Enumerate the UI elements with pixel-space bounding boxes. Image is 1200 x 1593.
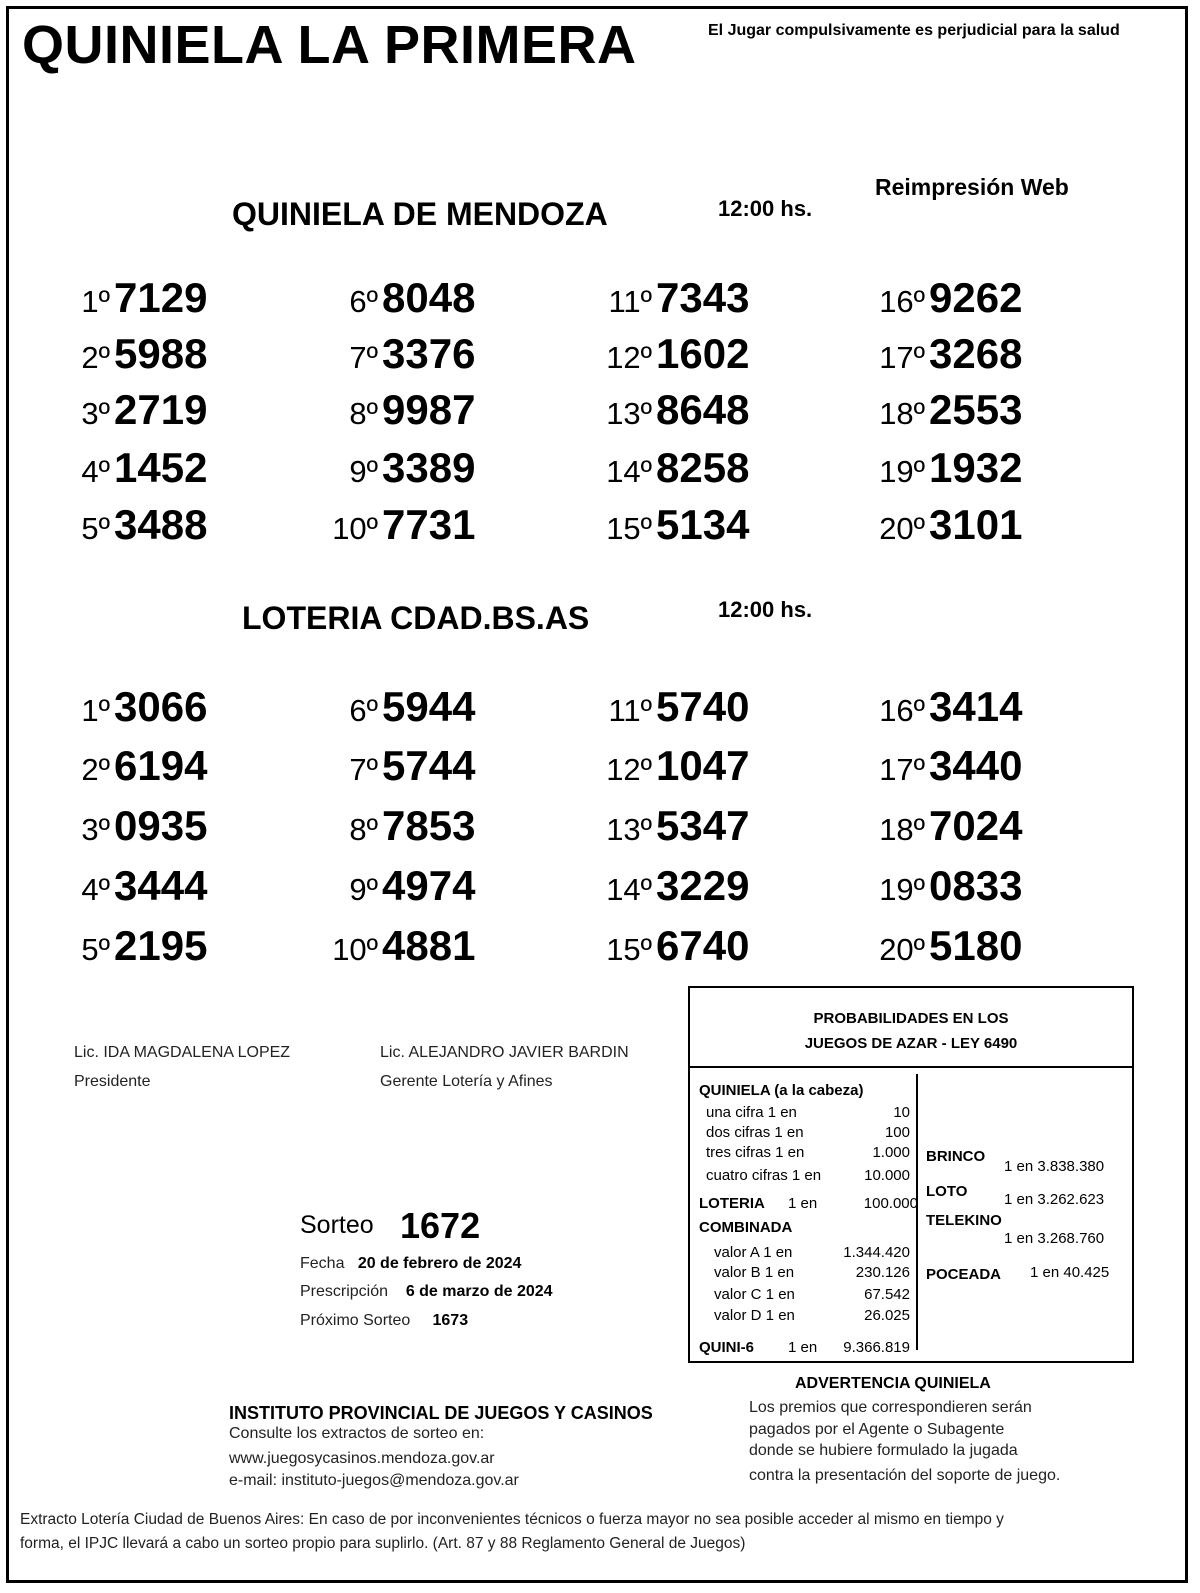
section-time-loteria: 12:00 hs. — [718, 597, 813, 622]
result-position: 9º — [349, 454, 378, 489]
result-position: 6º — [349, 284, 378, 319]
result-item — [298, 862, 475, 910]
result-number: 5988 — [114, 330, 208, 377]
result-item — [572, 274, 749, 322]
result-item — [845, 501, 1022, 549]
combinada-prob-value: 1.344.420 — [843, 1244, 910, 1261]
fecha-label: Fecha — [300, 1255, 345, 1272]
prescripcion-value: 6 de marzo de 2024 — [405, 1283, 553, 1300]
result-number: 6194 — [114, 742, 208, 789]
brinco-prob-label: BRINCO — [926, 1148, 986, 1165]
result-item — [30, 922, 207, 970]
result-item — [298, 922, 475, 970]
telekino-prob-value: 1 en 3.268.760 — [1004, 1230, 1105, 1247]
prescripcion-label: Prescripción — [300, 1283, 389, 1300]
advertencia-line: Los premios que correspondieren serán — [749, 1399, 1032, 1416]
result-item — [572, 330, 749, 378]
result-item — [845, 386, 1022, 434]
result-number: 3414 — [929, 683, 1023, 730]
result-position: 10º — [332, 511, 378, 546]
result-position: 3º — [81, 396, 110, 431]
result-position: 12º — [606, 752, 652, 787]
page-title: QUINIELA LA PRIMERA — [22, 15, 637, 75]
result-item — [845, 444, 1022, 492]
result-number: 3444 — [114, 862, 208, 909]
loteria-prob-label: LOTERIA — [699, 1195, 765, 1212]
result-item — [572, 683, 749, 731]
result-item — [30, 444, 207, 492]
result-position: 13º — [606, 812, 652, 847]
result-number: 2719 — [114, 386, 208, 433]
result-position: 15º — [606, 932, 652, 967]
result-position: 6º — [349, 693, 378, 728]
result-position: 1º — [81, 693, 110, 728]
result-position: 20º — [879, 932, 925, 967]
result-item — [572, 386, 749, 434]
quini6-prob-label: QUINI-6 — [699, 1339, 755, 1356]
result-item — [30, 862, 207, 910]
institute-line: Consulte los extractos de sorteo en: — [229, 1425, 485, 1442]
result-position: 2º — [81, 340, 110, 375]
result-number: 2195 — [114, 922, 208, 969]
footer-note-line: forma, el IPJC llevará a cabo un sorteo propio para suplirlo. (Art. 87 y 88 Reglamento General de Juegos) — [20, 1535, 746, 1552]
result-position: 4º — [81, 872, 110, 907]
probabilities-divider — [916, 1074, 918, 1350]
fecha-row — [300, 1255, 521, 1273]
result-item — [30, 742, 207, 790]
result-item — [298, 330, 475, 378]
probabilities-header — [690, 988, 1132, 1068]
result-position: 14º — [606, 872, 652, 907]
result-position: 2º — [81, 752, 110, 787]
result-item — [845, 330, 1022, 378]
result-position: 11º — [608, 284, 652, 319]
advertencia-line: contra la presentación del soporte de juego. — [749, 1467, 1061, 1484]
quiniela-prob-value: 10.000 — [864, 1167, 910, 1184]
loto-prob-label: LOTO — [926, 1183, 968, 1200]
result-item — [845, 274, 1022, 322]
result-position: 7º — [349, 752, 378, 787]
result-number: 1047 — [656, 742, 750, 789]
probabilities-title-2: JUEGOS DE AZAR - LEY 6490 — [804, 1035, 1018, 1052]
quiniela-prob-label: tres cifras 1 en — [706, 1144, 805, 1161]
loto-prob-value: 1 en 3.262.623 — [1004, 1191, 1105, 1208]
telekino-prob-label: TELEKINO — [926, 1212, 1002, 1229]
combinada-prob-label: valor A 1 en — [714, 1244, 793, 1261]
result-item — [845, 742, 1022, 790]
result-position: 17º — [879, 752, 925, 787]
result-item — [845, 683, 1022, 731]
proximo-value: 1673 — [432, 1312, 469, 1329]
loteria-prob-mid: 1 en — [788, 1195, 818, 1212]
result-number: 3376 — [382, 330, 476, 377]
reprint-label: Reimpresión Web — [875, 174, 1069, 200]
result-number: 7024 — [929, 802, 1023, 849]
quini6-prob-value: 9.366.819 — [843, 1339, 910, 1356]
signature-name-president: Lic. IDA MAGDALENA LOPEZ — [74, 1044, 291, 1061]
result-number: 5944 — [382, 683, 476, 730]
sorteo-label: Sorteo — [300, 1211, 374, 1239]
result-number: 7731 — [382, 501, 476, 548]
result-number: 3268 — [929, 330, 1023, 377]
advertencia-line: donde se hubiere formulado la jugada — [749, 1442, 1018, 1459]
result-number: 7853 — [382, 802, 476, 849]
result-number: 5347 — [656, 802, 750, 849]
result-number: 1932 — [929, 444, 1023, 491]
poceada-prob-value: 1 en 40.425 — [1030, 1264, 1110, 1281]
result-number: 5134 — [656, 501, 750, 548]
quiniela-prob-title: QUINIELA (a la cabeza) — [699, 1082, 864, 1099]
result-item — [30, 802, 207, 850]
proximo-label: Próximo Sorteo — [300, 1312, 411, 1329]
result-number: 3101 — [929, 501, 1023, 548]
result-number: 7129 — [114, 274, 208, 321]
quini6-prob-mid: 1 en — [788, 1339, 818, 1356]
result-position: 13º — [606, 396, 652, 431]
result-position: 3º — [81, 812, 110, 847]
brinco-prob-value: 1 en 3.838.380 — [1004, 1158, 1105, 1175]
proximo-row — [300, 1312, 468, 1330]
result-item — [572, 862, 749, 910]
signature-role-manager: Gerente Lotería y Afines — [380, 1073, 553, 1090]
result-position: 16º — [879, 284, 925, 319]
result-position: 20º — [879, 511, 925, 546]
institute-name: INSTITUTO PROVINCIAL DE JUEGOS Y CASINOS — [229, 1403, 653, 1423]
result-item — [298, 444, 475, 492]
result-number: 7343 — [656, 274, 750, 321]
result-number: 5744 — [382, 742, 476, 789]
advertencia-title: ADVERTENCIA QUINIELA — [795, 1375, 991, 1392]
section-title-loteria: LOTERIA CDAD.BS.AS — [242, 600, 590, 636]
prescripcion-row — [300, 1283, 553, 1301]
result-item — [30, 274, 207, 322]
result-position: 12º — [606, 340, 652, 375]
result-position: 16º — [879, 693, 925, 728]
result-item — [298, 742, 475, 790]
combinada-prob-label: valor B 1 en — [714, 1264, 795, 1281]
result-number: 1452 — [114, 444, 208, 491]
result-number: 3229 — [656, 862, 750, 909]
result-number: 3389 — [382, 444, 476, 491]
loteria-prob-value: 100.000 — [863, 1195, 918, 1212]
result-item — [572, 802, 749, 850]
combinada-prob-value: 26.025 — [864, 1307, 910, 1324]
result-number: 9262 — [929, 274, 1023, 321]
advertencia-line: pagados por el Agente o Subagente — [749, 1421, 1005, 1438]
sorteo-number: 1672 — [400, 1205, 481, 1246]
probabilities-title-1: PROBABILIDADES EN LOS — [813, 1010, 1009, 1027]
combinada-prob-value: 230.126 — [855, 1264, 910, 1281]
result-position: 8º — [349, 812, 378, 847]
result-number: 8648 — [656, 386, 750, 433]
result-position: 19º — [879, 872, 925, 907]
result-position: 18º — [879, 812, 925, 847]
result-position: 8º — [349, 396, 378, 431]
result-number: 5740 — [656, 683, 750, 730]
result-item — [298, 501, 475, 549]
quiniela-prob-value: 100 — [884, 1124, 910, 1141]
result-item — [30, 501, 207, 549]
section-time-mendoza: 12:00 hs. — [718, 196, 813, 221]
result-number: 3488 — [114, 501, 208, 548]
result-item — [572, 742, 749, 790]
result-number: 3066 — [114, 683, 208, 730]
result-item — [572, 501, 749, 549]
result-position: 18º — [879, 396, 925, 431]
combinada-prob-label: valor C 1 en — [714, 1286, 795, 1303]
combinada-prob-title: COMBINADA — [699, 1219, 793, 1236]
result-number: 1602 — [656, 330, 750, 377]
section-title-mendoza: QUINIELA DE MENDOZA — [232, 196, 608, 232]
result-number: 0935 — [114, 802, 208, 849]
result-number: 8048 — [382, 274, 476, 321]
signature-name-manager: Lic. ALEJANDRO JAVIER BARDIN — [380, 1044, 629, 1061]
health-warning: El Jugar compulsivamente es perjudicial para la salud — [708, 22, 1120, 39]
result-position: 5º — [81, 932, 110, 967]
result-number: 9987 — [382, 386, 476, 433]
result-number: 0833 — [929, 862, 1023, 909]
result-number: 4974 — [382, 862, 476, 909]
result-number: 3440 — [929, 742, 1023, 789]
signature-role-president: Presidente — [74, 1073, 151, 1090]
combinada-prob-value: 67.542 — [864, 1286, 910, 1303]
result-item — [572, 444, 749, 492]
result-item — [572, 922, 749, 970]
result-item — [298, 802, 475, 850]
institute-website[interactable]: www.juegosycasinos.mendoza.gov.ar — [229, 1450, 495, 1467]
result-item — [845, 862, 1022, 910]
result-position: 5º — [81, 511, 110, 546]
result-item — [30, 683, 207, 731]
result-position: 7º — [349, 340, 378, 375]
result-number: 8258 — [656, 444, 750, 491]
result-item — [30, 330, 207, 378]
quiniela-prob-label: dos cifras 1 en — [706, 1124, 804, 1141]
result-position: 14º — [606, 454, 652, 489]
result-item — [298, 386, 475, 434]
poceada-prob-label: POCEADA — [926, 1266, 1002, 1283]
result-item — [845, 802, 1022, 850]
result-number: 6740 — [656, 922, 750, 969]
result-position: 10º — [332, 932, 378, 967]
result-item — [298, 274, 475, 322]
quiniela-prob-value: 10 — [893, 1104, 910, 1121]
probabilities-box — [688, 986, 1134, 1363]
result-position: 17º — [879, 340, 925, 375]
result-position: 19º — [879, 454, 925, 489]
result-item — [298, 683, 475, 731]
quiniela-prob-label: cuatro cifras 1 en — [706, 1167, 822, 1184]
result-number: 5180 — [929, 922, 1023, 969]
result-position: 15º — [606, 511, 652, 546]
result-position: 1º — [81, 284, 110, 319]
institute-email[interactable]: e-mail: instituto-juegos@mendoza.gov.ar — [229, 1472, 519, 1489]
result-item — [30, 386, 207, 434]
result-number: 2553 — [929, 386, 1023, 433]
fecha-value: 20 de febrero de 2024 — [357, 1255, 522, 1272]
quiniela-prob-label: una cifra 1 en — [706, 1104, 797, 1121]
result-item — [845, 922, 1022, 970]
result-position: 4º — [81, 454, 110, 489]
result-position: 11º — [608, 693, 652, 728]
quiniela-prob-value: 1.000 — [872, 1144, 910, 1161]
result-position: 9º — [349, 872, 378, 907]
footer-note-line: Extracto Lotería Ciudad de Buenos Aires: En caso de por inconvenientes técnicos o fuerza mayor no sea posible acceder al mismo en tiempo y — [20, 1511, 1004, 1528]
result-number: 4881 — [382, 922, 476, 969]
combinada-prob-label: valor D 1 en — [714, 1307, 795, 1324]
